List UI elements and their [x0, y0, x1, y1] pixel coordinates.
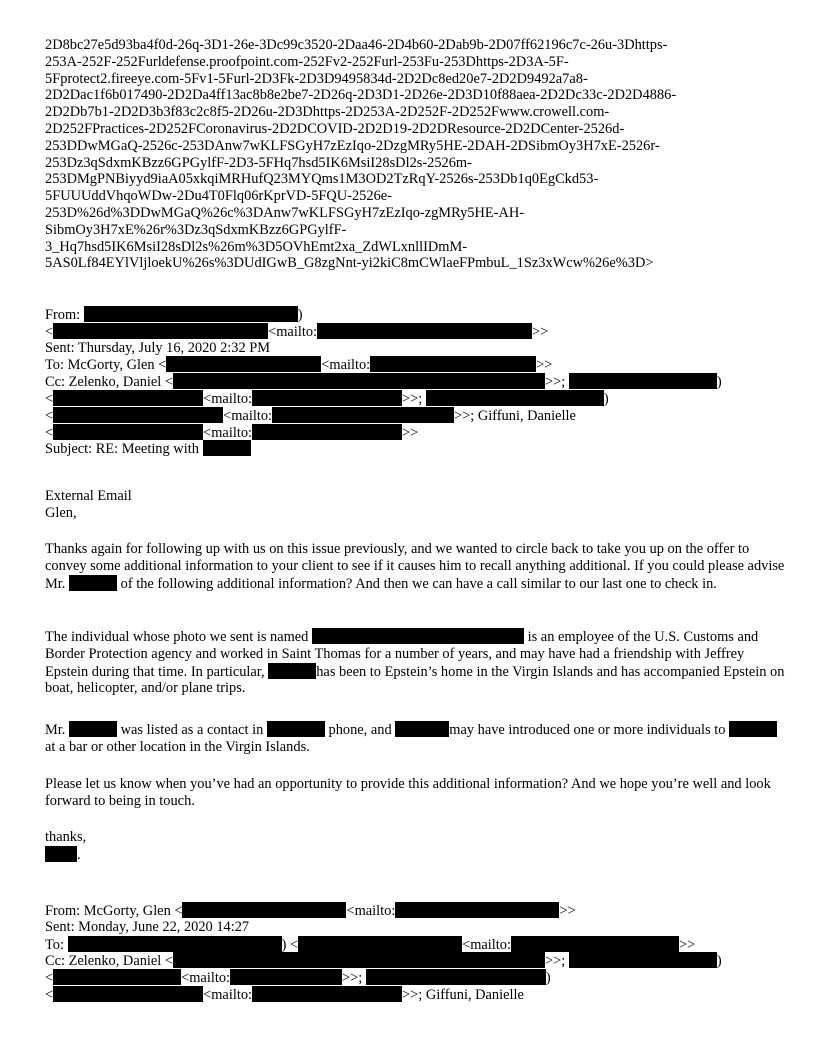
redaction-block [366, 969, 546, 985]
redaction-block [53, 407, 223, 423]
redaction-block [173, 373, 545, 389]
paragraph-3: Mr. was listed as a contact in phone, and may have introduced one or more individuals to at a bar or other location in the Virgin Islands. [45, 721, 785, 756]
redaction-block [68, 936, 282, 952]
redaction-block [252, 986, 402, 1002]
redaction-block [166, 356, 321, 372]
redaction-block [268, 663, 316, 679]
redaction-block [298, 936, 462, 952]
redaction-block [569, 373, 717, 389]
redaction-block [45, 846, 77, 862]
url-line: 5FUUUddVhqoWDw-2Du4T0Flq06rKprVD-5FQU-2526e- [45, 188, 392, 205]
url-line: 253DMgPNBiyyd9iaA05xkqiMRHufQ23MYQms1M3OD2TzRqY-2526s-253Db1q0EgCkd53- [45, 171, 599, 188]
redaction-block [203, 440, 251, 456]
redaction-block [569, 952, 717, 968]
url-line: 253A-252F-252Furldefense.proofpoint.com-252Fv2-252Furl-253Fu-253Dhttps-2D3A-5F- [45, 53, 569, 70]
redaction-block [173, 952, 545, 968]
redaction-block [426, 390, 604, 406]
redaction-block [511, 936, 679, 952]
url-line: 2D2Dac1f6b017490-2D2Da4ff13ac8b8e2be7-2D26q-2D3D1-2D26e-2D3D10f88aea-2D2Dc33c-2D2D4886- [45, 87, 677, 104]
redaction-block [252, 390, 402, 406]
redaction-block [267, 721, 325, 737]
paragraph-1: Thanks again for following up with us on this issue previously, and we wanted to circle back to take you up on the offer to convey some additional information to your client to see if it causes him to recall anything additional. If you could please advise Mr. of the following additional information? And then we can have a call similar to our last one to check in. [45, 541, 785, 592]
sent-line: Sent: Thursday, July 16, 2020 2:32 PM [45, 339, 271, 356]
redaction-block [53, 323, 268, 339]
url-line: 3_Hq7hsd5IK6MsiI28sDl2s%26m%3D5OVhEmt2xa_ZdWLxnllIDmM- [45, 238, 468, 255]
redaction-block [395, 721, 449, 737]
url-line: 2D8bc27e5d93ba4f0d-26q-3D1-26e-3Dc99c3520-2Daa46-2D4b60-2Dab9b-2D07ff62196c7c-26u-3Dhttps- [45, 37, 668, 53]
redaction-block [53, 969, 181, 985]
redaction-block [312, 628, 524, 644]
external-email-tag: External Email [45, 488, 132, 504]
subject-line: Subject: RE: Meeting with [45, 441, 199, 458]
redaction-block [53, 986, 203, 1002]
url-line: 253DDwMGaQ-2526c-253DAnw7wKLFSGyH7zEzIqo-2DzgMRy5HE-2DAH-2DSibmOy3H7xE-2526r- [45, 137, 660, 154]
redaction-block [69, 721, 117, 737]
paragraph-4: Please let us know when you’ve had an opportunity to provide this additional information? And we hope you’re well and look forward to being in touch. [45, 776, 771, 809]
redaction-block [53, 424, 203, 440]
url-line: 253Dz3qSdxmKBzz6GPGylfF-2D3-5FHq7hsd5IK6MsiI28sDl2s-2526m- [45, 154, 472, 171]
redaction-block [370, 356, 536, 372]
email-header-1: From: ) < <mailto: >> Sent: Thursday, July 16, 2020 2:32 PM To: McGorty, Glen < <mailto: >> Cc: Zelenko, Daniel < >>; ) < <mailto: >>; ) < <mailto: >>; Giffuni, Danielle < <mailto: >> Subject: RE: Meeting with [45, 306, 785, 457]
redaction-block [395, 902, 559, 918]
signoff: thanks, . [45, 829, 87, 863]
url-block [45, 37, 785, 272]
from-label: From: [45, 307, 81, 323]
url-line: 5AS0Lf84EYlVljloekU%26s%3DUdIGwB_G8zgNnt-yi2kiC8mCWlaeFPmbuL_1Sz3xWcw%26e%3D> [45, 255, 654, 272]
redaction-block [84, 306, 298, 322]
email-body [45, 488, 785, 522]
greeting: Glen, [45, 504, 77, 521]
url-line: 253D%26d%3DDwMGaQ%26c%3DAnw7wKLFSGyH7zEzIqo-zgMRy5HE-AH- [45, 204, 525, 221]
redaction-block [317, 323, 532, 339]
redaction-block [272, 407, 454, 423]
redaction-block [230, 969, 342, 985]
redaction-block [69, 575, 117, 591]
redaction-block [729, 721, 777, 737]
url-line: 2D2Db7b1-2D2D3b3f83c2c8f5-2D26u-2D3Dhttps-2D253A-2D252F-2D252Fwww.crowell.com- [45, 104, 610, 121]
redaction-block [53, 390, 203, 406]
url-line: 5Fprotect2.fireeye.com-5Fv1-5Furl-2D3Fk-2D3D9495834d-2D2Dc8ed20e7-2D2D9492a7a8- [45, 70, 588, 87]
paragraph-2: The individual whose photo we sent is named is an employee of the U.S. Customs and Border Protection agency and worked in Saint Thomas for a number of years, and may have had a friendship with Jeffrey Epstein during that time. In particular, has been to Epstein’s home in the Virgin Islands and has accompanied Epstein on boat, helicopter, and/or plane trips. [45, 629, 785, 697]
redaction-block [252, 424, 402, 440]
email-header-2: From: McGorty, Glen < <mailto: >> Sent: Monday, June 22, 2020 14:27 To: ) < <mailto: >> Cc: Zelenko, Daniel < >>; ) < <mailto: >>; ) < <mailto: >>; Giffuni, Danielle [45, 902, 785, 1003]
url-line: SibmOy3H7xE%26r%3Dz3qSdxmKBzz6GPGylfF- [45, 221, 347, 238]
url-line: 2D252FPractices-2D252FCoronavirus-2D2DCOVID-2D2D19-2D2DResource-2D2DCenter-2526d- [45, 120, 625, 137]
redaction-block [182, 902, 346, 918]
sent-line: Sent: Monday, June 22, 2020 14:27 [45, 918, 250, 935]
